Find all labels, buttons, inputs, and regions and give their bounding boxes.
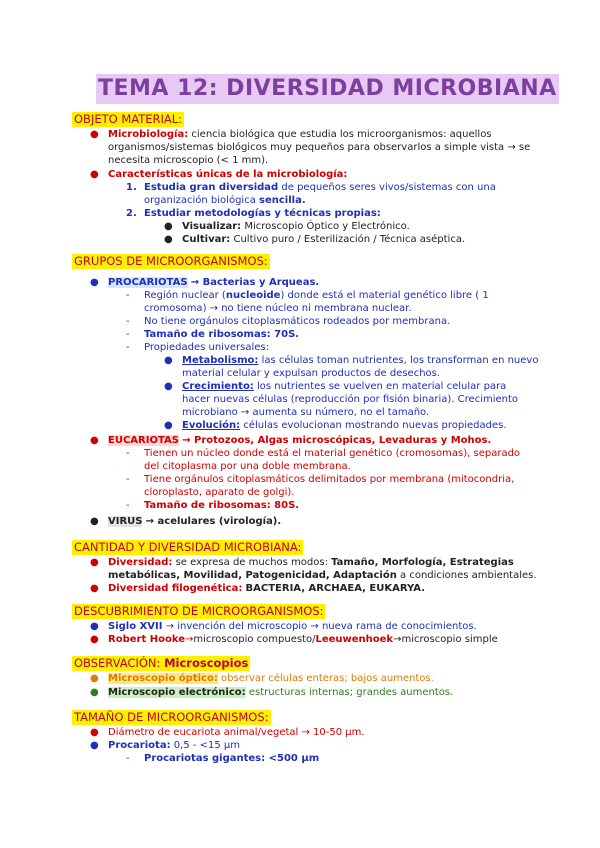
tamano-t3: Procariotas gigantes: <500 µm [144, 753, 320, 764]
euc-e2-line2: cloroplasto, aparato de golgi). [144, 487, 295, 498]
vis-label: Visualizar: [182, 221, 242, 232]
crecimiento-line2: hacer nuevas células (reproducción por fisión binaria). Crecimiento [182, 394, 519, 405]
dash-icon: - [126, 316, 130, 327]
metabolismo-line2: material celular y expulsan productos de desechos. [182, 368, 441, 379]
electronico-text: estructuras internas; grandes aumentos. [248, 687, 454, 698]
objeto-micro-line3: necesita microscopio (< 1 mm). [108, 155, 269, 166]
bullet-icon: ● [90, 516, 99, 527]
tamano-t2 [108, 739, 240, 752]
euc-e2-line1: Tiene orgánulos citoplasmáticos delimitados por membrana (mitocondria, [144, 474, 515, 485]
p1-b: nucleoide [225, 290, 281, 301]
bullet-icon: ● [90, 435, 99, 446]
p1-c: ) donde está el material genético libre ( 1 [280, 290, 489, 301]
euc-e3: Tamaño de ribosomas: 80S. [144, 500, 300, 511]
crecimiento-line3: microbiano → aumenta su número, no el tamaño. [182, 407, 430, 418]
evolucion-line [182, 419, 507, 432]
procariota-text: 0,5 - <15 µm [173, 740, 241, 751]
proc-p4: Propiedades universales: [144, 342, 269, 353]
fil-label: Diversidad filogenética: [108, 583, 243, 594]
optico-line [108, 672, 434, 685]
crecimiento-line1 [182, 380, 506, 393]
siglo-text: → invención del microscopio → nueva rama de conocimientos. [165, 621, 477, 632]
vis-text: Microscopio Óptico y Electrónico. [244, 221, 410, 232]
diversidad-line1 [108, 556, 514, 569]
virus-line [108, 515, 281, 528]
heading-objeto-material: OBJETO MATERIAL: [74, 112, 183, 126]
procariota-label: Procariota: [108, 740, 171, 751]
bullet-icon: ● [90, 673, 99, 684]
n1-bold2: sencilla. [259, 195, 306, 206]
bullet-icon: ● [164, 381, 173, 392]
met-text: las células toman nutrientes, los transforman en nuevo [261, 355, 539, 366]
tamano-t1: Diámetro de eucariota animal/vegetal → 10-50 µm. [108, 727, 365, 738]
bullet-icon: ● [90, 621, 99, 632]
eucariotas-line [108, 434, 491, 447]
dash-icon: - [126, 753, 130, 764]
met-label: Metabolismo: [182, 355, 259, 366]
bullet-icon: ● [164, 355, 173, 366]
cultivar-line [182, 233, 465, 246]
objeto-n2: Estudiar metodologías y técnicas propias: [144, 208, 381, 219]
dash-icon: - [126, 474, 130, 485]
n1-text: de pequeños seres vivos/sistemas con una [281, 182, 496, 193]
hooke-text: microscopio compuesto/ [193, 634, 316, 645]
procariotas-line [108, 276, 319, 289]
cre-label: Crecimiento: [182, 381, 254, 392]
micro-label: Microbiología: [108, 129, 189, 140]
dash-icon: - [126, 290, 130, 301]
bullet-icon: ● [90, 277, 99, 288]
cult-label: Cultivar: [182, 234, 231, 245]
objeto-micro-line1 [108, 128, 528, 141]
bullet-icon: ● [164, 221, 173, 232]
num-1: 1. [126, 182, 137, 193]
bullet-icon: ● [90, 169, 99, 180]
optico-label: Microscopio óptico: [108, 673, 218, 684]
objeto-n1-line1 [144, 181, 496, 194]
leeuwenhoek-text: →microscopio simple [393, 634, 498, 645]
electronico-label: Microscopio electrónico: [108, 687, 246, 698]
hooke-line [108, 633, 498, 646]
heading-tamano: TAMAÑO DE MICROORGANISMOS: [74, 710, 269, 724]
num-2: 2. [126, 208, 137, 219]
proc-p1-line2: cromosoma) → no tiene núcleo ni membrana nuclear. [144, 303, 412, 314]
cre-text: los nutrientes se vuelven en material celular para [257, 381, 507, 392]
virus-text: → acelulares (virología). [145, 516, 282, 527]
virus-label: VIRUS [108, 516, 143, 527]
bullet-icon: ● [90, 634, 99, 645]
bullet-icon: ● [164, 420, 173, 431]
proc-text: → Bacterias y Arqueas. [190, 277, 320, 288]
div-bold2: metabólicas, Movilidad, Patogenicidad, Adaptación [108, 570, 397, 581]
heading-grupos: GRUPOS DE MICROORGANISMOS: [74, 254, 268, 268]
euc-text: → Protozoos, Algas microscópicas, Levaduras y Mohos. [182, 435, 492, 446]
evo-text: células evolucionan mostrando nuevas propiedades. [243, 420, 507, 431]
bullet-icon: ● [90, 740, 99, 751]
div-bold: Tamaño, Morfología, Estrategias [331, 557, 514, 568]
electronico-line [108, 686, 453, 699]
div-label: Diversidad: [108, 557, 173, 568]
n1-bold: Estudia gran diversidad [144, 182, 279, 193]
heading-cantidad: CANTIDAD Y DIVERSIDAD MICROBIANA: [74, 540, 302, 554]
caract-label: Características únicas de la microbiología: [108, 169, 348, 180]
euc-e1-line2: del citoplasma por una doble membrana. [144, 461, 351, 472]
dash-icon: - [126, 342, 130, 353]
bullet-icon: ● [90, 727, 99, 738]
objeto-n1-line2 [144, 194, 306, 207]
evo-label: Evolución: [182, 420, 241, 431]
fil-text: BACTERIA, ARCHAEA, EUKARYA. [245, 583, 426, 594]
obs-heading-a: OBSERVACIÓN: [74, 656, 161, 670]
bullet-icon: ● [90, 129, 99, 140]
micro-text: ciencia biológica que estudia los microorganismos: aquellos [191, 129, 492, 140]
heading-observacion [72, 656, 250, 671]
siglo-line [108, 620, 477, 633]
page-title: TEMA 12: DIVERSIDAD MICROBIANA [96, 74, 559, 104]
objeto-micro-line2: organismos/sistemas biológicos muy pequeños para observarlos a simple vista → se [108, 142, 531, 153]
dash-icon: - [126, 500, 130, 511]
visualizar-line [182, 220, 410, 233]
euc-e1-line1: Tienen un núcleo donde está el material genético (cromosomas), separado [144, 448, 521, 459]
heading-descubrimiento: DESCUBRIMIENTO DE MICROORGANISMOS: [74, 604, 324, 618]
bullet-icon: ● [164, 234, 173, 245]
dash-icon: - [126, 329, 130, 340]
proc-p2: No tiene orgánulos citoplasmáticos rodeados por membrana. [144, 316, 451, 327]
optico-text: observar células enteras; bajos aumentos. [221, 673, 434, 684]
arrow-icon: → [184, 634, 194, 645]
obs-heading-b: Microscopios [164, 656, 249, 670]
metabolismo-line1 [182, 354, 538, 367]
p1-a: Región nuclear ( [144, 290, 226, 301]
div-text: se expresa de muchos modos: [175, 557, 328, 568]
cult-text: Cultivo puro / Esterilización / Técnica aséptica. [233, 234, 466, 245]
filogenetica-line [108, 582, 425, 595]
siglo-label: Siglo XVII [108, 621, 163, 632]
bullet-icon: ● [90, 557, 99, 568]
diversidad-line2 [108, 569, 537, 582]
dash-icon: - [126, 448, 130, 459]
euc-label: EUCARIOTAS [108, 435, 179, 446]
proc-label: PROCARIOTAS [108, 277, 188, 288]
proc-p1-line1 [144, 289, 489, 302]
div-text2: a condiciones ambientales. [400, 570, 537, 581]
bullet-icon: ● [90, 687, 99, 698]
hooke-label: Robert Hooke [108, 634, 185, 645]
bullet-icon: ● [90, 583, 99, 594]
leeuwenhoek-label: Leeuwenhoek [315, 634, 394, 645]
n1-text2: organización biológica [144, 195, 256, 206]
proc-p3: Tamaño de ribosomas: 70S. [144, 329, 300, 340]
